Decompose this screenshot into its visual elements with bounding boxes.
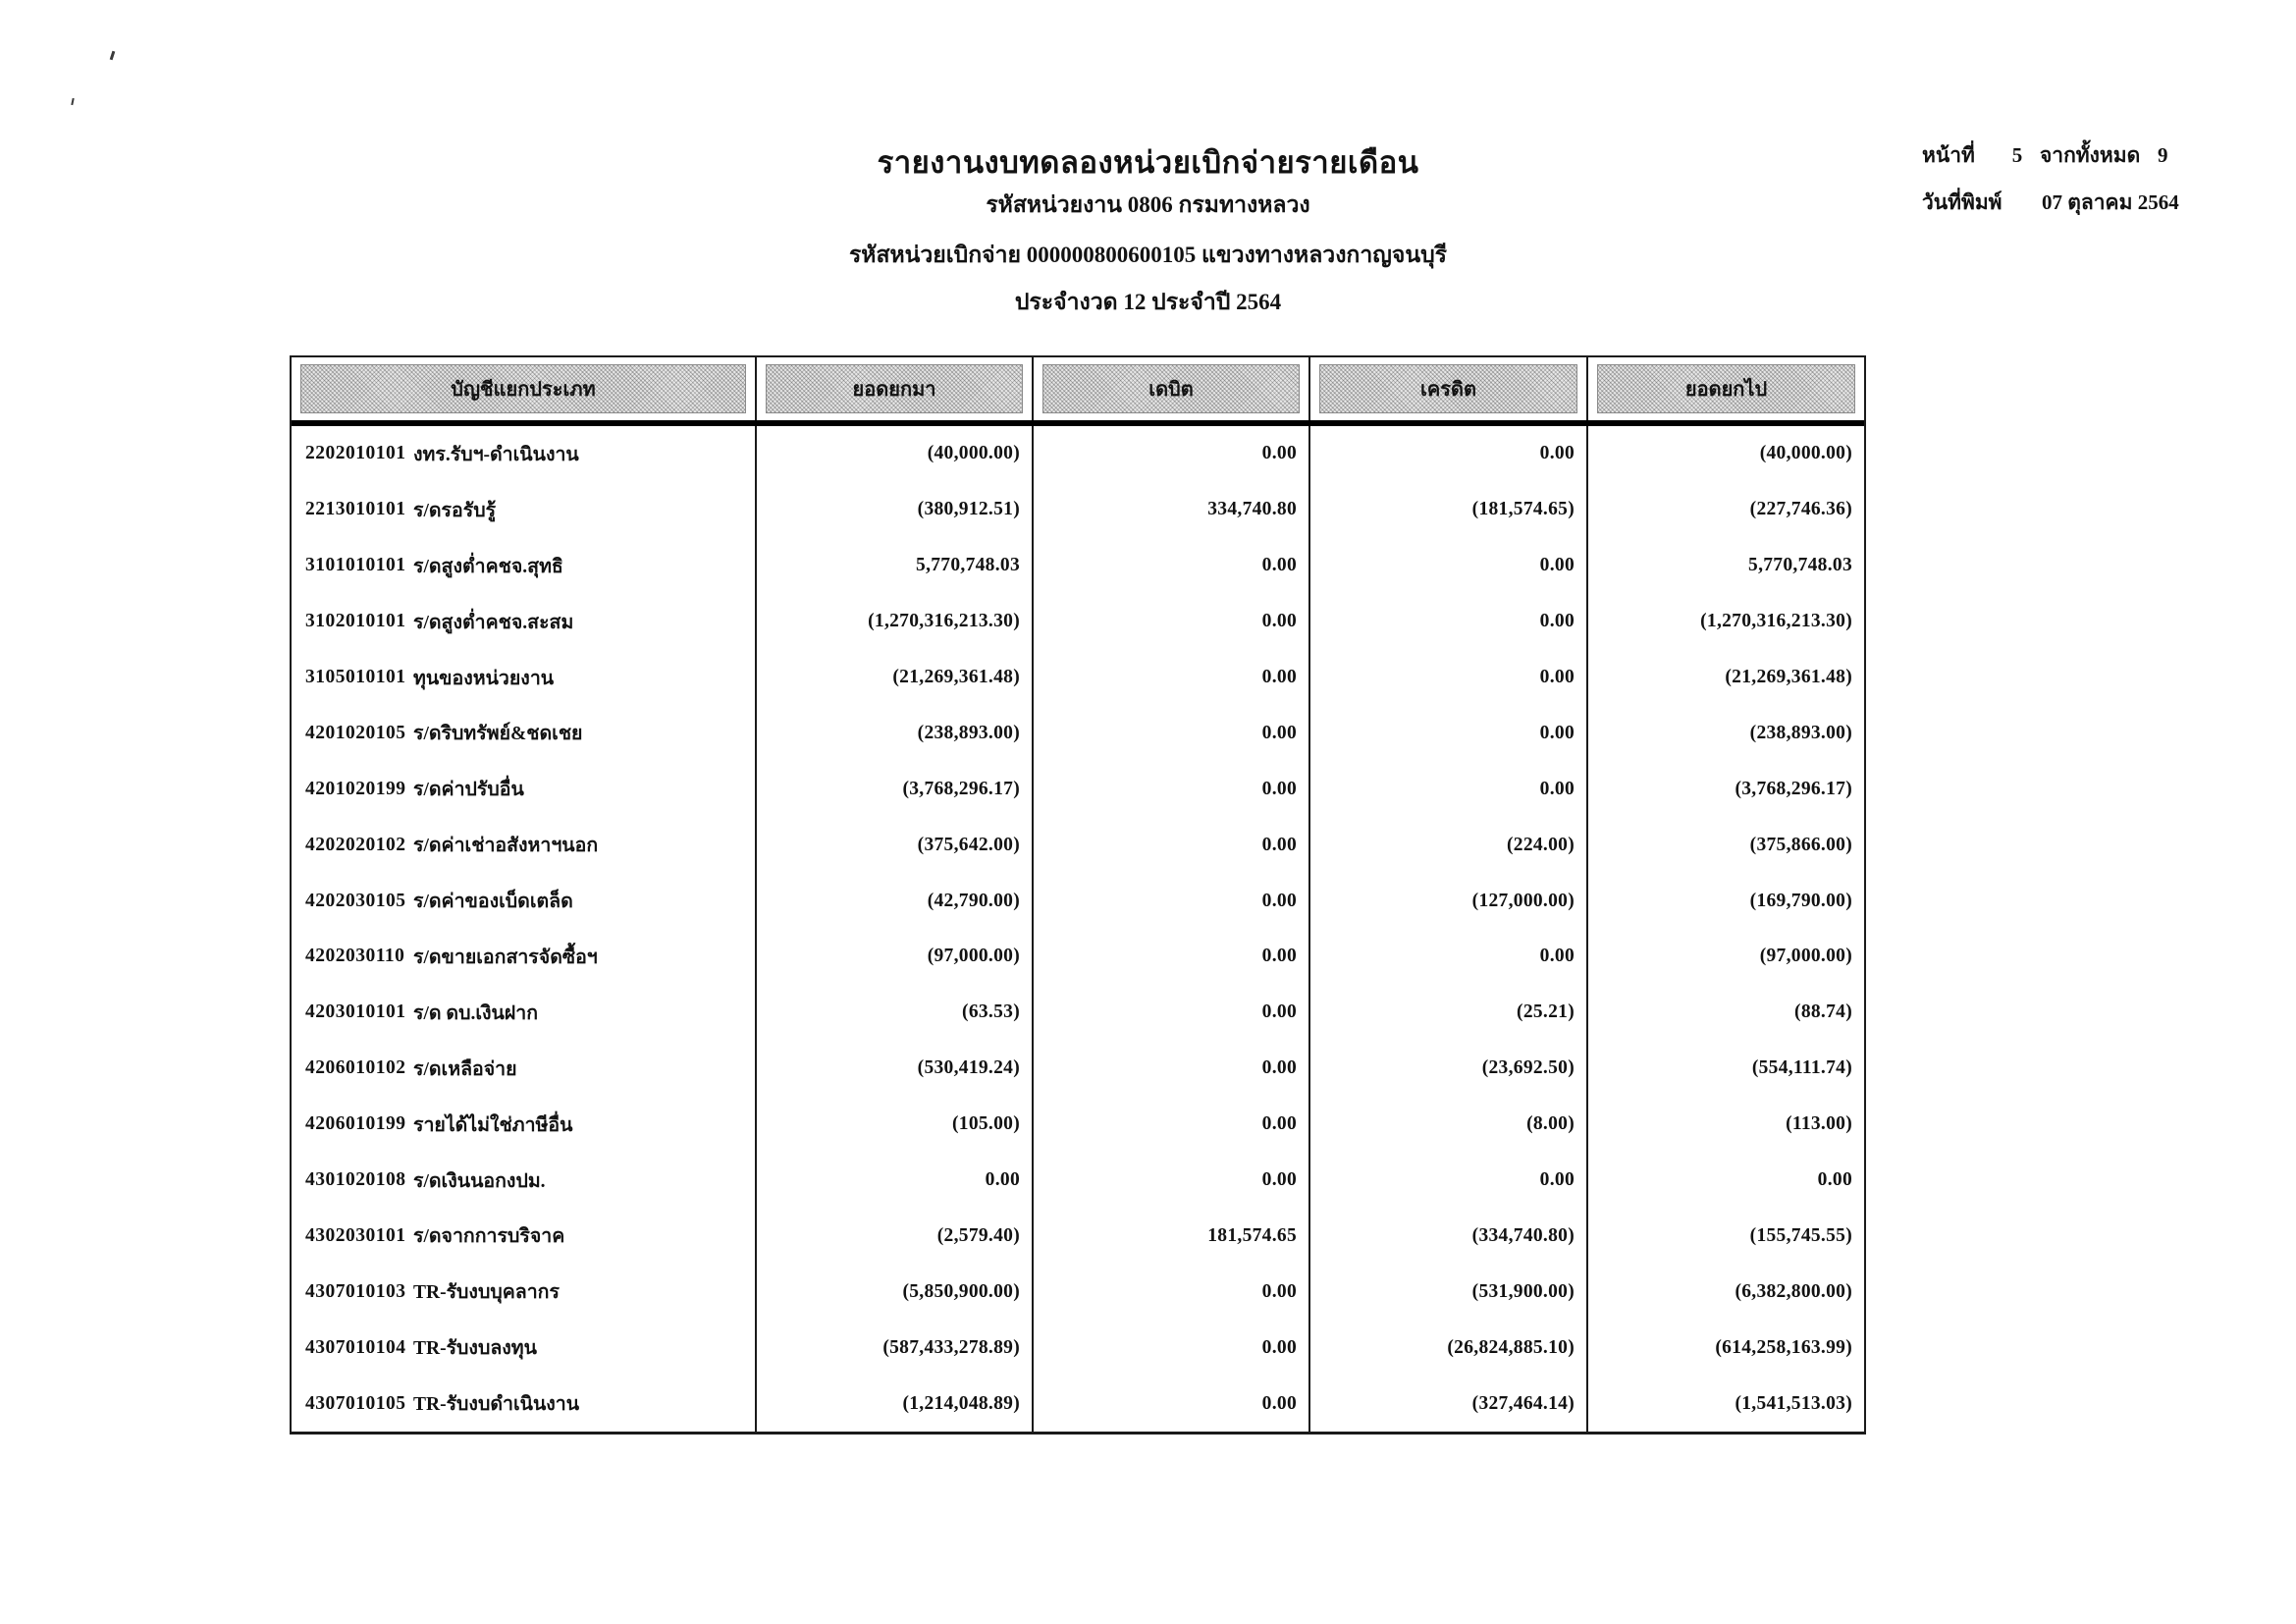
table-row bbox=[292, 538, 1864, 594]
balance-carried-cell: (614,258,163.99) bbox=[1586, 1320, 1864, 1376]
balance-forward-cell: (587,433,278.89) bbox=[755, 1320, 1032, 1376]
account-code: 3105010101 bbox=[305, 667, 406, 687]
balance-forward-cell: (375,642.00) bbox=[755, 817, 1032, 873]
debit-cell: 334,740.80 bbox=[1032, 482, 1308, 538]
credit-cell: (334,740.80) bbox=[1308, 1208, 1586, 1264]
column-header-ledger-account bbox=[292, 357, 755, 420]
page-number-label: หน้าที่ bbox=[1922, 143, 1975, 167]
balance-forward-cell: (5,850,900.00) bbox=[755, 1264, 1032, 1320]
table-row bbox=[292, 1041, 1864, 1097]
balance-carried-cell: 0.00 bbox=[1586, 1153, 1864, 1209]
table-row bbox=[292, 594, 1864, 650]
balance-carried-cell: (169,790.00) bbox=[1586, 873, 1864, 929]
balance-forward-cell: (40,000.00) bbox=[755, 426, 1032, 482]
table-row bbox=[292, 705, 1864, 761]
account-cell bbox=[292, 1320, 755, 1376]
table-header-row bbox=[292, 357, 1864, 426]
account-cell bbox=[292, 426, 755, 482]
debit-cell: 0.00 bbox=[1032, 1153, 1308, 1209]
balance-forward-cell: (1,214,048.89) bbox=[755, 1376, 1032, 1432]
column-header-credit bbox=[1308, 357, 1586, 420]
balance-forward-cell: (2,579.40) bbox=[755, 1208, 1032, 1264]
table-row bbox=[292, 817, 1864, 873]
account-name: ร/ดขายเอกสารจัดซื้อฯ bbox=[413, 947, 598, 968]
debit-cell: 0.00 bbox=[1032, 1320, 1308, 1376]
account-cell bbox=[292, 1041, 755, 1097]
debit-cell: 0.00 bbox=[1032, 985, 1308, 1041]
balance-carried-cell: (1,270,316,213.30) bbox=[1586, 594, 1864, 650]
account-code: 4202030110 bbox=[305, 946, 405, 967]
scan-artifact bbox=[71, 98, 74, 105]
table-row bbox=[292, 426, 1864, 482]
account-name: ร/ด ดบ.เงินฝาก bbox=[413, 1002, 539, 1024]
account-name: ร/ดค่าของเบ็ดเตล็ด bbox=[413, 892, 573, 913]
balance-carried-cell: (227,746.36) bbox=[1586, 482, 1864, 538]
table-row bbox=[292, 1153, 1864, 1209]
account-cell bbox=[292, 929, 755, 985]
account-code: 4302030101 bbox=[305, 1224, 406, 1246]
account-name: ร/ดค่าเช่าอสังหาฯนอก bbox=[413, 836, 599, 857]
account-name: ร/ดเหลือจ่าย bbox=[413, 1058, 517, 1080]
account-code: 2213010101 bbox=[305, 499, 406, 520]
account-name: ร/ดเงินนอกงปม. bbox=[413, 1170, 546, 1192]
print-date-value: 07 ตุลาคม 2564 bbox=[2042, 190, 2179, 214]
account-name: TR-รับงบดำเนินงาน bbox=[413, 1394, 580, 1416]
credit-cell: (531,900.00) bbox=[1308, 1264, 1586, 1320]
account-cell bbox=[292, 873, 755, 929]
table-body bbox=[292, 426, 1864, 1432]
debit-cell: 0.00 bbox=[1032, 817, 1308, 873]
balance-forward-cell: (380,912.51) bbox=[755, 482, 1032, 538]
disbursement-unit-line: รหัสหน่วยเบิกจ่าย 000000800600105 แขวงทางหลวงกาญจนบุรี bbox=[848, 243, 1448, 267]
page-number-value: 5 bbox=[2011, 143, 2023, 167]
credit-cell: (327,464.14) bbox=[1308, 1376, 1586, 1432]
credit-cell: 0.00 bbox=[1308, 594, 1586, 650]
credit-cell: 0.00 bbox=[1308, 426, 1586, 482]
debit-cell: 0.00 bbox=[1032, 594, 1308, 650]
credit-cell: (25.21) bbox=[1308, 985, 1586, 1041]
period-line: ประจำงวด 12 ประจำปี 2564 bbox=[1014, 290, 1282, 314]
account-code: 4201020105 bbox=[305, 722, 406, 743]
credit-cell: (127,000.00) bbox=[1308, 873, 1586, 929]
account-cell bbox=[292, 538, 755, 594]
account-cell bbox=[292, 1376, 755, 1432]
debit-cell: 181,574.65 bbox=[1032, 1208, 1308, 1264]
account-cell bbox=[292, 650, 755, 706]
table-row bbox=[292, 761, 1864, 817]
account-cell bbox=[292, 705, 755, 761]
table-row bbox=[292, 985, 1864, 1041]
debit-cell: 0.00 bbox=[1032, 929, 1308, 985]
account-code: 4307010105 bbox=[305, 1392, 406, 1414]
balance-carried-cell: (554,111.74) bbox=[1586, 1041, 1864, 1097]
debit-cell: 0.00 bbox=[1032, 1097, 1308, 1153]
credit-cell: (23,692.50) bbox=[1308, 1041, 1586, 1097]
account-name: TR-รับงบบุคลากร bbox=[413, 1282, 560, 1304]
account-name: ร/ดสูงต่ำคชจ.สะสม bbox=[413, 612, 574, 633]
account-cell bbox=[292, 594, 755, 650]
page-meta bbox=[1922, 139, 2179, 234]
table-row bbox=[292, 1208, 1864, 1264]
credit-cell: (181,574.65) bbox=[1308, 482, 1586, 538]
account-cell bbox=[292, 761, 755, 817]
debit-cell: 0.00 bbox=[1032, 1264, 1308, 1320]
column-header-balance-forward bbox=[755, 357, 1032, 420]
table-row bbox=[292, 873, 1864, 929]
balance-forward-cell: (238,893.00) bbox=[755, 705, 1032, 761]
balance-forward-cell: (105.00) bbox=[755, 1097, 1032, 1153]
column-header-debit-label: เดบิต bbox=[1042, 364, 1300, 413]
print-date-label: วันที่พิมพ์ bbox=[1922, 190, 2002, 214]
report-title: รายงานงบทดลองหน่วยเบิกจ่ายรายเดือน bbox=[877, 145, 1419, 180]
balance-forward-cell: 0.00 bbox=[755, 1153, 1032, 1209]
table-row bbox=[292, 929, 1864, 985]
account-name: ทุนของหน่วยงาน bbox=[413, 668, 555, 689]
credit-cell: 0.00 bbox=[1308, 650, 1586, 706]
column-header-balance-carried bbox=[1586, 357, 1864, 420]
account-name: ร/ดรอรับรู้ bbox=[413, 500, 497, 521]
account-name: ร/ดสูงต่ำคชจ.สุทธิ bbox=[413, 556, 563, 577]
credit-cell: 0.00 bbox=[1308, 538, 1586, 594]
balance-forward-cell: (1,270,316,213.30) bbox=[755, 594, 1032, 650]
balance-forward-cell: (63.53) bbox=[755, 985, 1032, 1041]
balance-forward-cell: (530,419.24) bbox=[755, 1041, 1032, 1097]
total-pages-label: จากทั้งหมด bbox=[2040, 143, 2141, 167]
balance-forward-cell: (21,269,361.48) bbox=[755, 650, 1032, 706]
balance-forward-cell: 5,770,748.03 bbox=[755, 538, 1032, 594]
column-header-balance-forward-label: ยอดยกมา bbox=[766, 364, 1023, 413]
account-code: 4206010199 bbox=[305, 1113, 406, 1135]
credit-cell: (224.00) bbox=[1308, 817, 1586, 873]
credit-cell: (26,824,885.10) bbox=[1308, 1320, 1586, 1376]
balance-carried-cell: (88.74) bbox=[1586, 985, 1864, 1041]
table-row bbox=[292, 1264, 1864, 1320]
account-name: TR-รับงบลงทุน bbox=[413, 1338, 537, 1360]
credit-cell: (8.00) bbox=[1308, 1097, 1586, 1153]
column-header-debit bbox=[1032, 357, 1308, 420]
debit-cell: 0.00 bbox=[1032, 873, 1308, 929]
account-code: 3101010101 bbox=[305, 555, 406, 576]
agency-code-line: รหัสหน่วยงาน 0806 กรมทางหลวง bbox=[986, 192, 1310, 217]
account-code: 4206010102 bbox=[305, 1057, 406, 1079]
debit-cell: 0.00 bbox=[1032, 538, 1308, 594]
debit-cell: 0.00 bbox=[1032, 1041, 1308, 1097]
balance-forward-cell: (42,790.00) bbox=[755, 873, 1032, 929]
balance-carried-cell: (113.00) bbox=[1586, 1097, 1864, 1153]
account-cell bbox=[292, 1097, 755, 1153]
account-code: 4203010101 bbox=[305, 1001, 406, 1023]
account-code: 4301020108 bbox=[305, 1169, 406, 1191]
balance-carried-cell: 5,770,748.03 bbox=[1586, 538, 1864, 594]
balance-carried-cell: (375,866.00) bbox=[1586, 817, 1864, 873]
account-name: ร/ดจากการบริจาค bbox=[413, 1226, 565, 1248]
total-pages-value: 9 bbox=[2158, 143, 2168, 167]
account-cell bbox=[292, 1264, 755, 1320]
account-cell bbox=[292, 1153, 755, 1209]
table-row bbox=[292, 1376, 1864, 1432]
account-code: 4307010103 bbox=[305, 1280, 406, 1302]
page-number-line bbox=[1922, 139, 2179, 172]
debit-cell: 0.00 bbox=[1032, 705, 1308, 761]
print-date-line bbox=[1922, 187, 2179, 219]
balance-carried-cell: (97,000.00) bbox=[1586, 929, 1864, 985]
debit-cell: 0.00 bbox=[1032, 1376, 1308, 1432]
balance-carried-cell: (21,269,361.48) bbox=[1586, 650, 1864, 706]
account-cell bbox=[292, 817, 755, 873]
balance-carried-cell: (238,893.00) bbox=[1586, 705, 1864, 761]
debit-cell: 0.00 bbox=[1032, 650, 1308, 706]
balance-carried-cell: (3,768,296.17) bbox=[1586, 761, 1864, 817]
account-code: 4307010104 bbox=[305, 1336, 406, 1358]
account-name: ร/ดค่าปรับอื่น bbox=[413, 780, 524, 801]
account-code: 4202030105 bbox=[305, 890, 406, 911]
account-code: 4202020102 bbox=[305, 834, 406, 855]
credit-cell: 0.00 bbox=[1308, 761, 1586, 817]
account-code: 2202010101 bbox=[305, 443, 406, 464]
balance-forward-cell: (97,000.00) bbox=[755, 929, 1032, 985]
debit-cell: 0.00 bbox=[1032, 761, 1308, 817]
credit-cell: 0.00 bbox=[1308, 705, 1586, 761]
account-cell bbox=[292, 985, 755, 1041]
account-name: งทร.รับฯ-ดำเนินงาน bbox=[413, 444, 579, 465]
credit-cell: 0.00 bbox=[1308, 929, 1586, 985]
balance-carried-cell: (1,541,513.03) bbox=[1586, 1376, 1864, 1432]
account-cell bbox=[292, 1208, 755, 1264]
trial-balance-table bbox=[290, 355, 1866, 1435]
table-row bbox=[292, 482, 1864, 538]
balance-carried-cell: (40,000.00) bbox=[1586, 426, 1864, 482]
debit-cell: 0.00 bbox=[1032, 426, 1308, 482]
table-row bbox=[292, 1320, 1864, 1376]
column-header-balance-carried-label: ยอดยกไป bbox=[1597, 364, 1855, 413]
balance-carried-cell: (155,745.55) bbox=[1586, 1208, 1864, 1264]
column-header-credit-label: เครดิต bbox=[1319, 364, 1577, 413]
account-name: รายได้ไม่ใช่ภาษีอื่น bbox=[413, 1114, 573, 1136]
credit-cell: 0.00 bbox=[1308, 1153, 1586, 1209]
table-row bbox=[292, 650, 1864, 706]
account-name: ร/ดริบทรัพย์&ชดเชย bbox=[413, 724, 583, 745]
table-row bbox=[292, 1097, 1864, 1153]
scan-artifact bbox=[110, 51, 116, 60]
balance-forward-cell: (3,768,296.17) bbox=[755, 761, 1032, 817]
column-header-ledger-account-label: บัญชีแยกประเภท bbox=[300, 364, 746, 413]
account-code: 4201020199 bbox=[305, 778, 406, 799]
account-cell bbox=[292, 482, 755, 538]
account-code: 3102010101 bbox=[305, 611, 406, 632]
balance-carried-cell: (6,382,800.00) bbox=[1586, 1264, 1864, 1320]
